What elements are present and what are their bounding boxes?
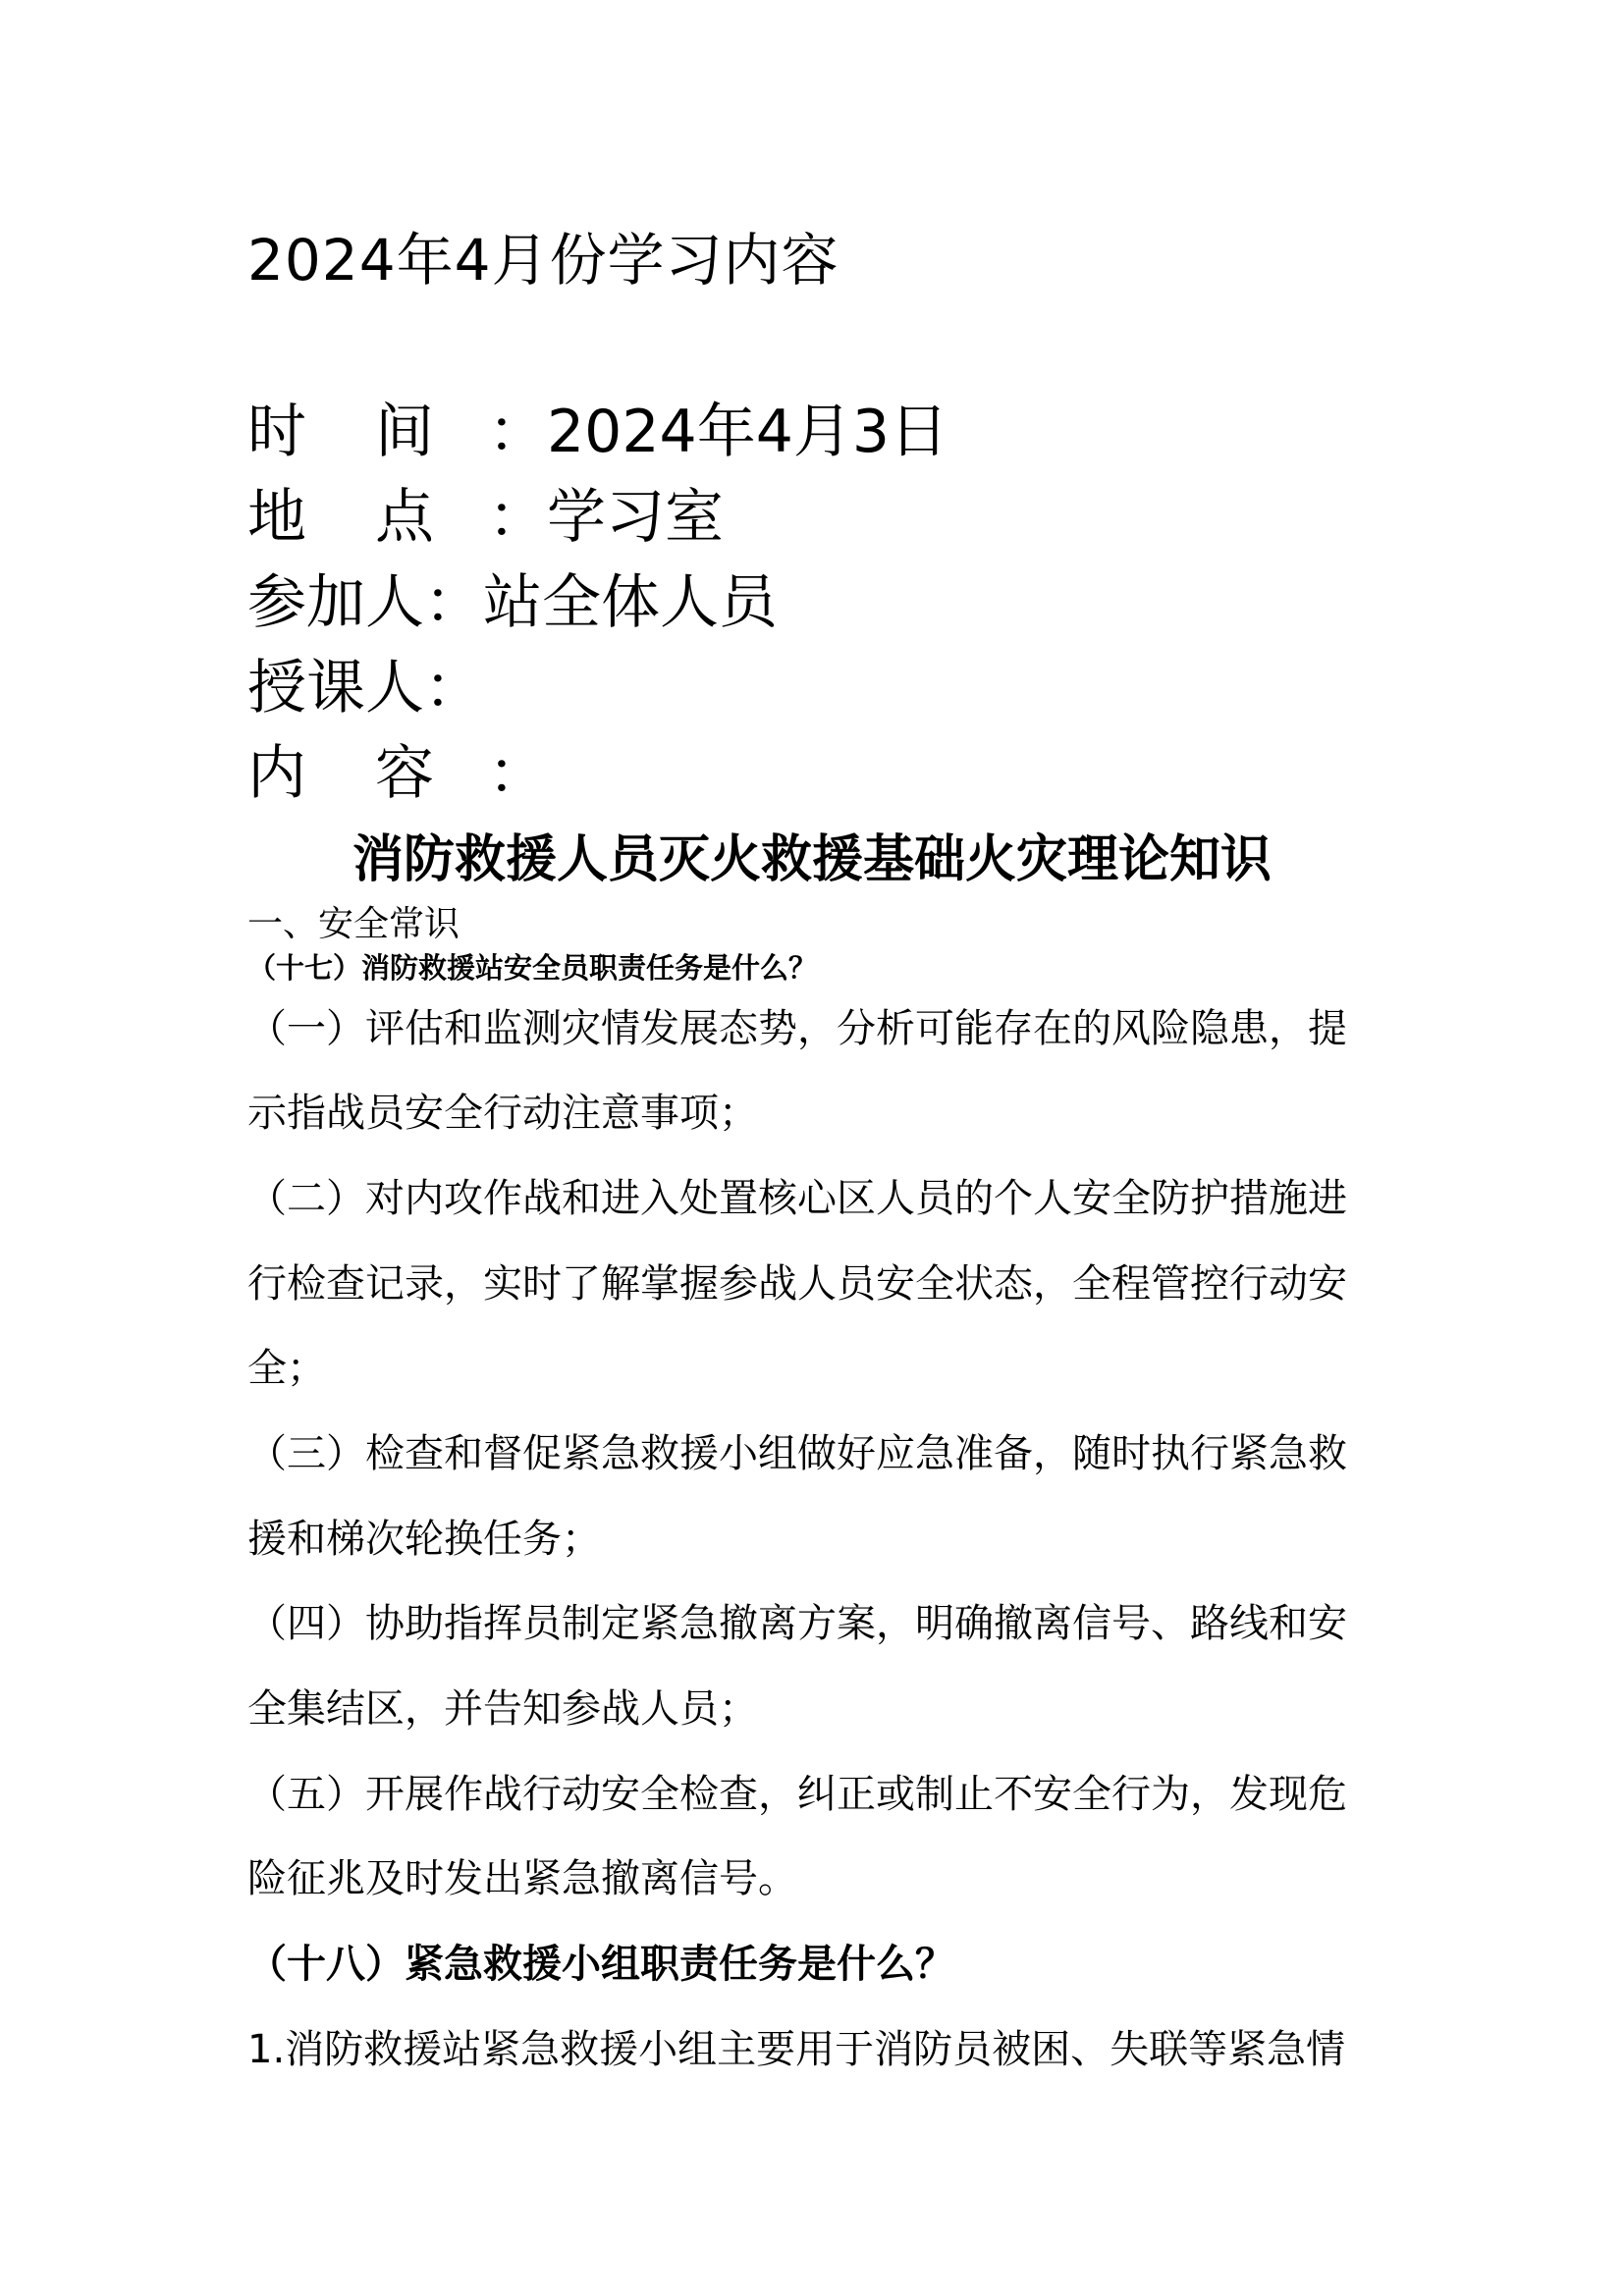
field-participants-colon: ：	[424, 568, 483, 637]
field-content	[247, 739, 547, 808]
answer-line: （五）开展作战行动安全检查，纠正或制止不安全行为，发现危	[247, 1772, 1347, 1817]
field-place-colon: ：	[488, 483, 547, 552]
answer-line: 示指战员安全行动注意事项；	[247, 1091, 758, 1136]
document-title: 2024年4月份学习内容	[247, 227, 839, 294]
field-participants	[247, 568, 778, 637]
field-place-value: 学习室	[547, 483, 724, 552]
field-place	[247, 483, 724, 552]
question-18: （十八）紧急救援小组职责任务是什么？	[247, 1942, 954, 1987]
field-participants-label: 参加人	[247, 568, 424, 637]
answer-line: 全集结区，并告知参战人员；	[247, 1686, 758, 1732]
question-17: （十七）消防救援站安全员职责任务是什么？	[247, 951, 818, 985]
field-time-value: 2024年4月3日	[547, 398, 949, 466]
answer-line: 险征兆及时发出紧急撤离信号。	[247, 1856, 797, 1901]
field-time-label: 时间	[247, 398, 503, 466]
sub-heading: 一、安全常识	[247, 904, 460, 944]
field-instructor-label: 授课人	[247, 654, 424, 722]
field-time-colon: ：	[488, 398, 547, 466]
answer-line: 全；	[247, 1346, 326, 1391]
field-instructor-colon: ：	[424, 654, 483, 722]
answer-line: 行检查记录，实时了解掌握参战人员安全状态，全程管控行动安	[247, 1261, 1347, 1307]
field-place-label: 地点	[247, 483, 503, 552]
field-content-label: 内容	[247, 739, 503, 808]
section-title: 消防救援人员灭火救援基础火灾理论知识	[352, 829, 1272, 889]
field-time	[247, 398, 949, 466]
field-content-colon: ：	[488, 739, 547, 808]
answer-line: （三）检查和督促紧急救援小组做好应急准备，随时执行紧急救	[247, 1431, 1347, 1476]
answer-line: 援和梯次轮换任务；	[247, 1517, 601, 1562]
answer-line: 1.消防救援站紧急救援小组主要用于消防员被困、失联等紧急情	[247, 2027, 1346, 2072]
answer-line: （四）协助指挥员制定紧急撤离方案，明确撤离信号、路线和安	[247, 1601, 1347, 1646]
answer-line: （二）对内攻作战和进入处置核心区人员的个人安全防护措施进	[247, 1176, 1347, 1221]
field-instructor	[247, 654, 483, 722]
field-participants-value: 站全体人员	[483, 568, 778, 637]
answer-line: （一）评估和监测灾情发展态势，分析可能存在的风险隐患，提	[247, 1006, 1347, 1051]
